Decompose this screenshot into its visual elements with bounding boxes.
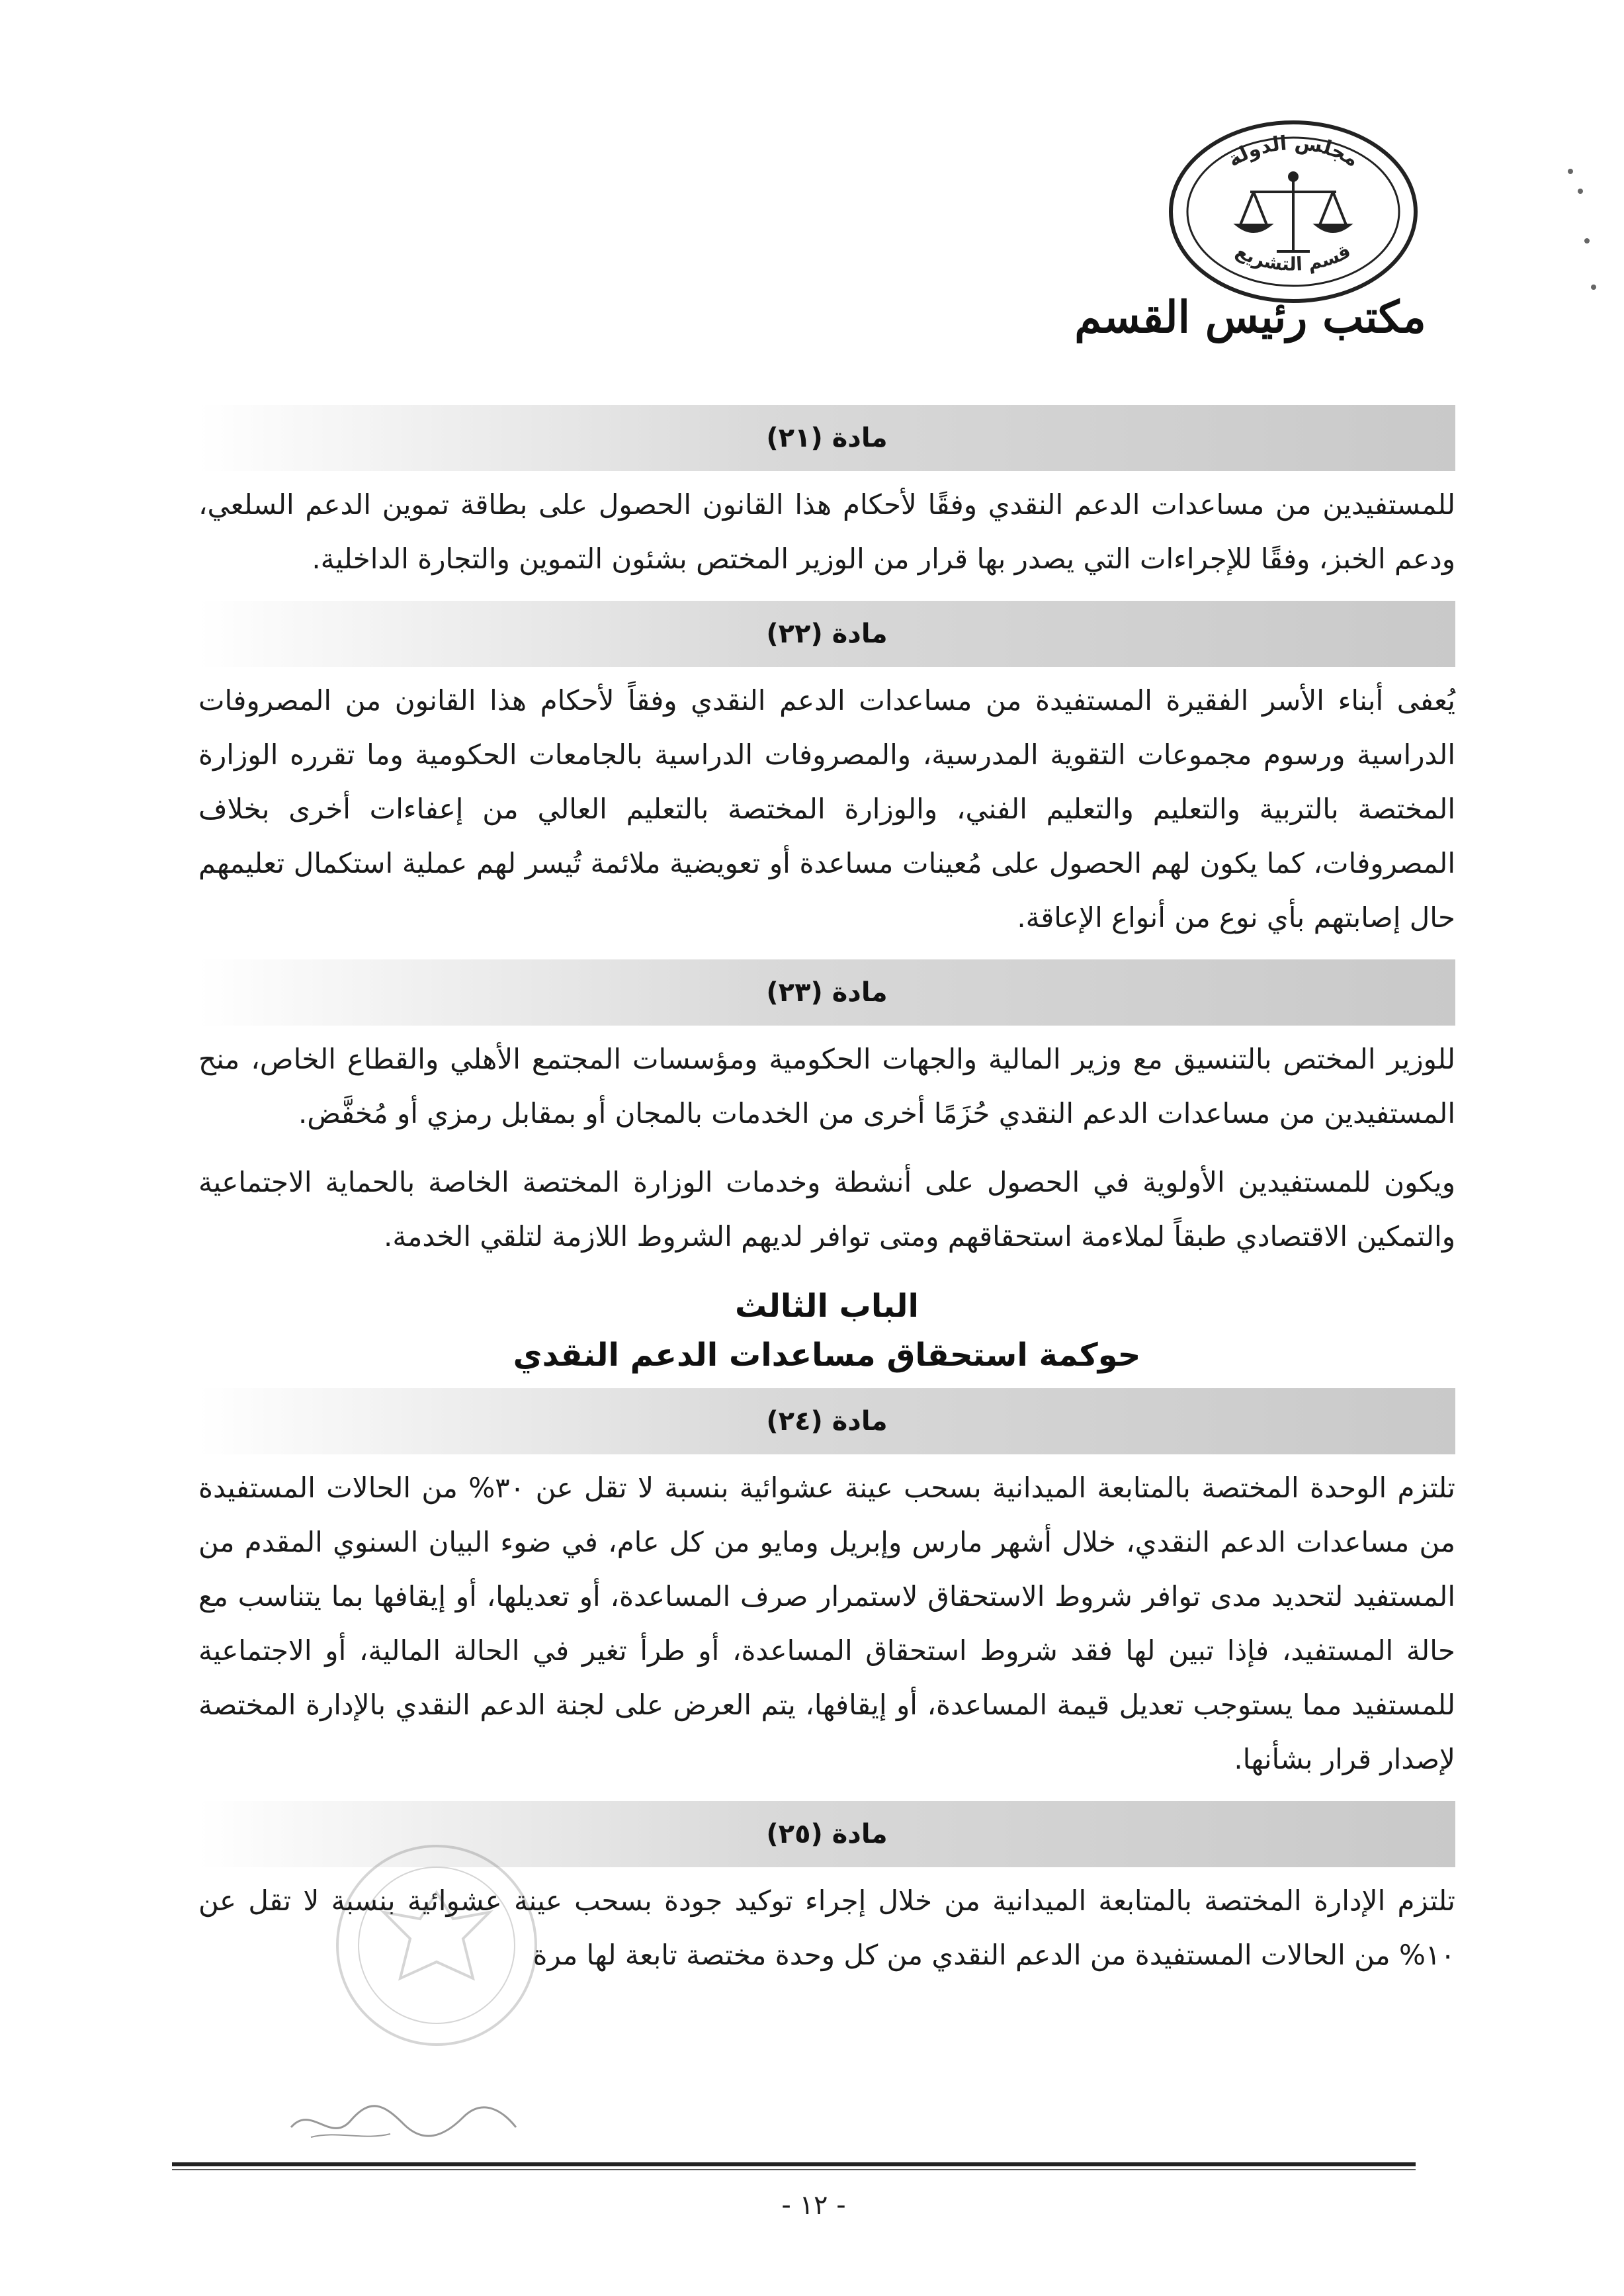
article-heading: مادة (٢٤) xyxy=(766,1406,888,1436)
scan-speck xyxy=(1568,169,1573,174)
article-heading: مادة (٢١) xyxy=(766,423,888,453)
article-22 xyxy=(198,601,1455,945)
scales-icon xyxy=(1237,173,1349,251)
footer-rule xyxy=(172,2169,1416,2170)
article-heading: مادة (٢٣) xyxy=(766,977,888,1008)
footer-rule xyxy=(172,2162,1416,2166)
page-number: - ١٢ - xyxy=(781,2190,846,2221)
article-heading-band xyxy=(198,405,1455,471)
stamp-text-bottom: قسم التشريع xyxy=(1232,240,1355,275)
stamp-text-top: مجلس الدولة xyxy=(1223,131,1363,172)
article-23 xyxy=(198,959,1455,1264)
article-heading-band xyxy=(198,601,1455,667)
eagle-seal-watermark xyxy=(331,1839,542,2051)
scan-speck xyxy=(1578,189,1583,194)
scan-speck xyxy=(1591,285,1596,290)
svg-text:مجلس الدولة xyxy=(1224,131,1363,172)
scan-speck xyxy=(1584,238,1590,243)
article-heading: مادة (٢٢) xyxy=(766,619,888,649)
article-paragraph: ويكون للمستفيدين الأولوية في الحصول على أنشطة وخدمات الوزارة المختصة الخاصة بالحماية الاجتماعية والتمكين الاقتصادي طبقاً لملاءمة استحقاقهم ومتى توافر لديهم الشروط اللازمة لتلقي الخدمة. xyxy=(198,1166,1455,1253)
article-paragraph: للمستفيدين من مساعدات الدعم النقدي وفقًا لأحكام هذا القانون الحصول على بطاقة تموين الدعم السلعي، ودعم الخبز، وفقًا للإجراءات التي يصدر بها قرار من الوزير المختص بشئون التموين والتجارة الداخلية. xyxy=(198,488,1455,575)
article-paragraph: يُعفى أبناء الأسر الفقيرة المستفيدة من مساعدات الدعم النقدي وفقاً لأحكام هذا القانون من المصروفات الدراسية ورسوم مجموعات التقوية المدرسية، والمصروفات الدراسية بالجامعات الحكومية وما تقرره الوزارة المختصة بالتربية والتعليم والتعليم الفني، والوزارة المختصة بالتعليم العالي من إعفاءات أخرى بخلاف المصروفات، كما يكون لهم الحصول على مُعينات مساعدة أو تعويضية ملائمة تُيسر لهم عملية استكمال تعليمهم حال إصابتهم بأي نوع من أنواع الإعاقة. xyxy=(198,684,1455,934)
office-title: مكتب رئيس القسم xyxy=(1074,291,1426,343)
council-seal-stamp xyxy=(1164,116,1422,308)
chapter-subtitle: حوكمة استحقاق مساعدات الدعم النقدي xyxy=(513,1337,1141,1374)
article-24 xyxy=(198,1388,1455,1787)
article-heading-band xyxy=(198,1388,1455,1454)
article-paragraph: تلتزم الإدارة المختصة بالمتابعة الميدانية من خلال إجراء توكيد جودة بسحب عينة عشوائية بنسبة لا تقل عن ١٠% من الحالات المستفيدة من الدعم النقدي من كل وحدة مختصة تابعة لها مرة xyxy=(198,1884,1455,1971)
article-heading-band xyxy=(198,959,1455,1026)
document-body xyxy=(198,405,1455,1997)
handwritten-signature xyxy=(284,2091,523,2150)
article-paragraph: للوزير المختص بالتنسيق مع وزير المالية والجهات الحكومية ومؤسسات المجتمع الأهلي والقطاع الخاص، منح المستفيدين من مساعدات الدعم النقدي حُزَمًا أخرى من الخدمات بالمجان أو بمقابل رمزي أو مُخفَّض. xyxy=(198,1043,1455,1129)
article-heading: مادة (٢٥) xyxy=(766,1819,888,1849)
article-21 xyxy=(198,405,1455,586)
article-paragraph: تلتزم الوحدة المختصة بالمتابعة الميدانية بسحب عينة عشوائية بنسبة لا تقل عن ٣٠% من الحالات المستفيدة من مساعدات الدعم النقدي، خلال أشهر مارس وإبريل ومايو من كل عام، في ضوء البيان السنوي المقدم من المستفيد لتحديد مدى توافر شروط الاستحقاق لاستمرار صرف المساعدة، أو تعديلها، أو إيقافها بما يتناسب مع حالة المستفيد، فإذا تبين لها فقد شروط استحقاق المساعدة، أو طرأ تغير في الحالة المالية، أو الاجتماعية للمستفيد مما يستوجب تعديل قيمة المساعدة، أو إيقافها، يتم العرض على لجنة الدعم النقدي بالإدارة المختصة لإصدار قرار بشأنها. xyxy=(198,1472,1455,1775)
chapter-title: الباب الثالث xyxy=(735,1288,919,1325)
